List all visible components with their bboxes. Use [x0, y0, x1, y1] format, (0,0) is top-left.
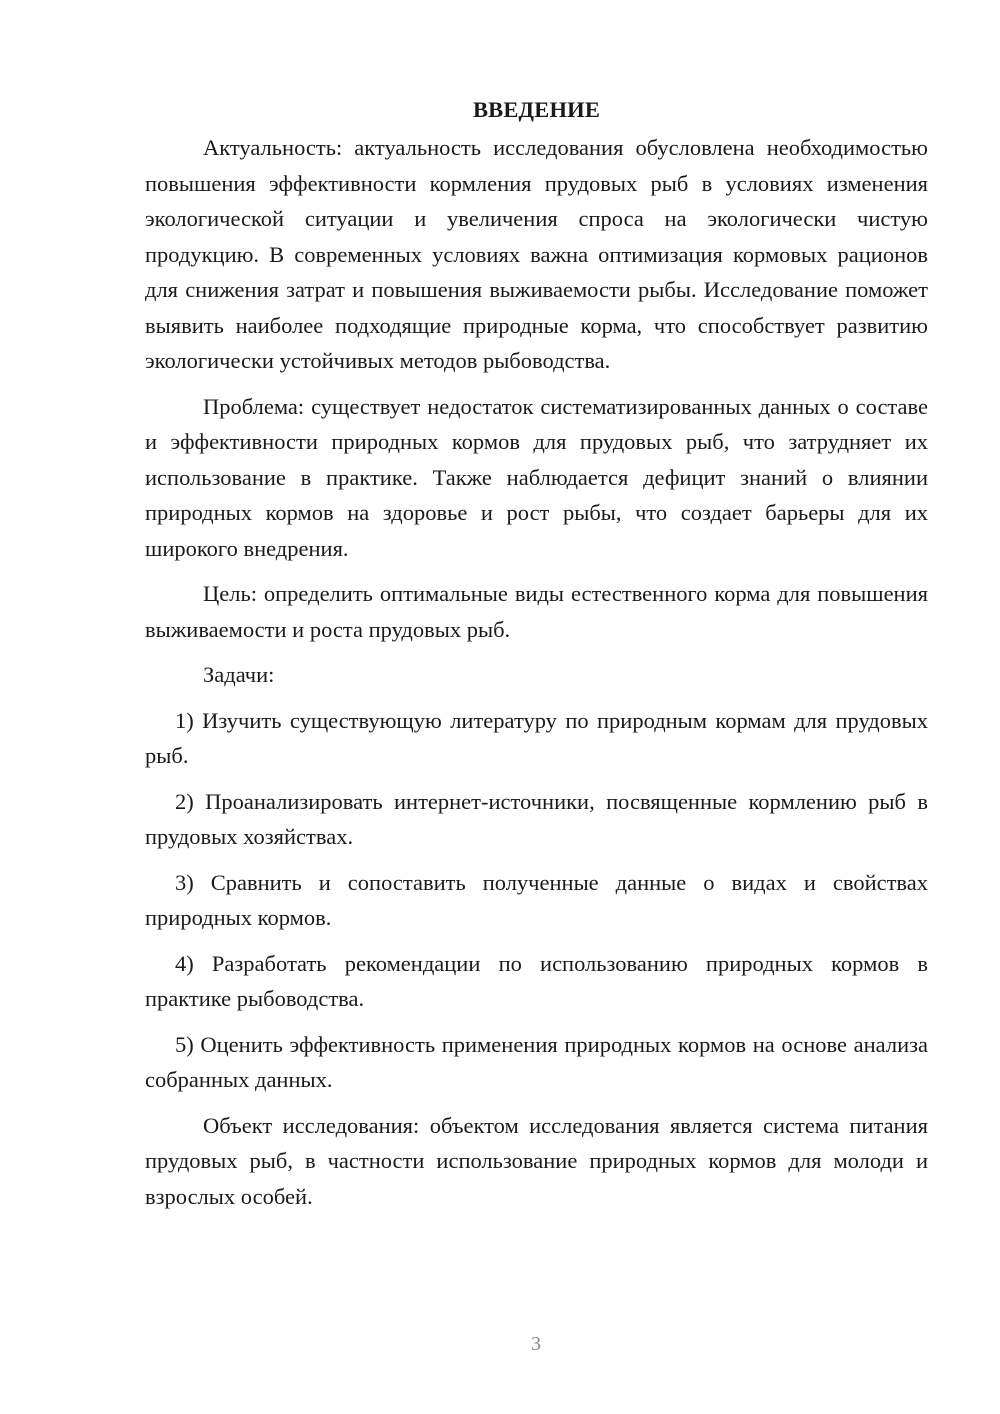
tasks-heading: Задачи:	[203, 662, 275, 687]
task-item: 5) Оценить эффективность применения природных кормов на основе анализа собранных данных.	[145, 1031, 928, 1092]
task-item: 1) Изучить существующую литературу по природным кормам для прудовых рыб.	[145, 707, 928, 768]
page-number: 3	[531, 1333, 541, 1355]
page-content	[145, 92, 928, 1214]
page-title: ВВЕДЕНИЕ	[472, 97, 601, 122]
goal-paragraph: Цель: определить оптимальные виды естественного корма для повышения выживаемости и роста прудовых рыб.	[145, 581, 928, 642]
task-item: 3) Сравнить и сопоставить полученные данные о видах и свойствах природных кормов.	[145, 869, 928, 930]
problem-paragraph: Проблема: существует недостаток систематизированных данных о составе и эффективности природных кормов для прудовых рыб, что затрудняет их использование в практике. Также наблюдается дефицит знаний о влиянии природных кормов на здоровье и рост рыбы, что создает барьеры для их широкого внедрения.	[145, 393, 928, 561]
task-item: 2) Проанализировать интернет-источники, посвященные кормлению рыб в прудовых хозяйствах.	[145, 788, 928, 849]
research-object-paragraph: Объект исследования: объектом исследования является система питания прудовых рыб, в частности использование природных кормов для молоди и взрослых особей.	[145, 1112, 928, 1209]
task-item: 4) Разработать рекомендации по использованию природных кормов в практике рыбоводства.	[145, 950, 928, 1011]
relevance-paragraph: Актуальность: актуальность исследования обусловлена необходимостью повышения эффективности кормления прудовых рыб в условиях изменения экологической ситуации и увеличения спроса на экологически чистую продукцию. В современных условиях важна оптимизация кормовых рационов для снижения затрат и повышения выживаемости рыбы. Исследование поможет выявить наиболее подходящие природные корма, что способствует развитию экологически устойчивых методов рыбоводства.	[145, 135, 928, 373]
